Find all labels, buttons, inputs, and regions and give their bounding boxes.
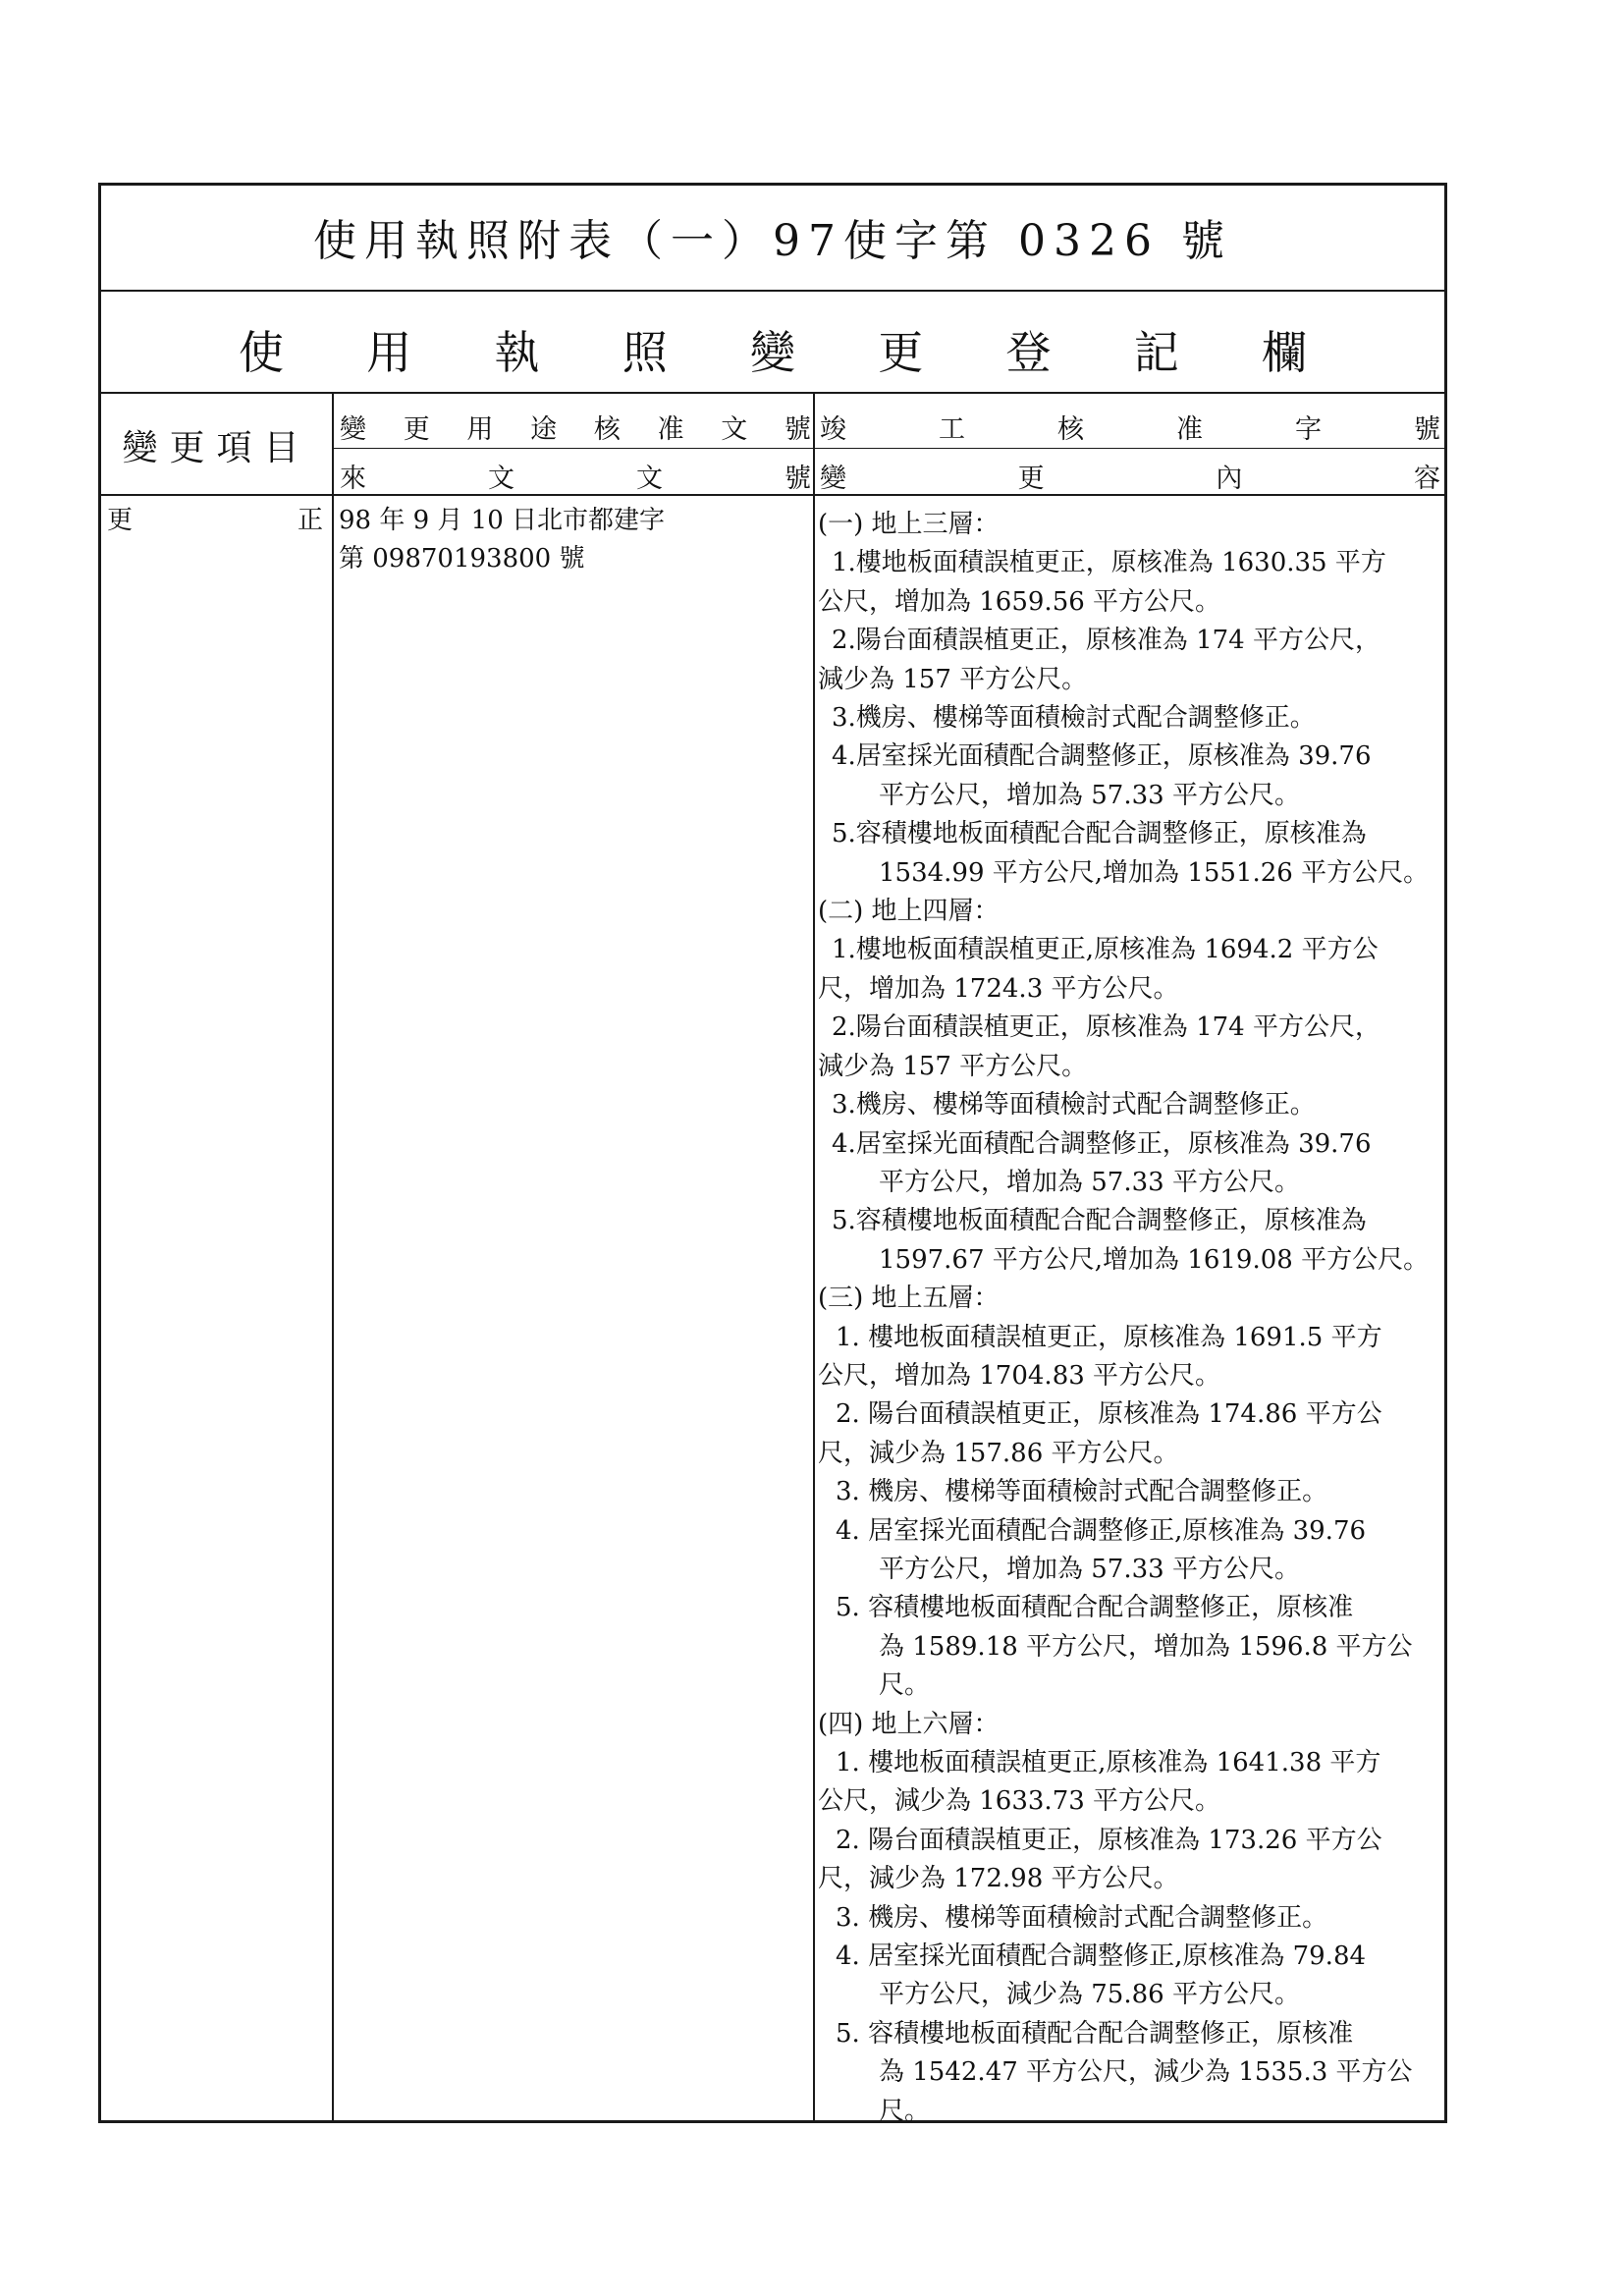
content-line: 2.陽台面積誤植更正，原核准為 174 平方公尺， <box>832 626 1380 656</box>
content-line: (二) 地上四層： <box>818 897 1000 927</box>
header-char: 號 <box>784 464 811 494</box>
content-line: 減少為 157 平方公尺。 <box>818 664 1088 694</box>
header-approval-number <box>340 408 811 446</box>
section-heading <box>101 317 1444 396</box>
content-line: (一) 地上三層： <box>818 510 1000 539</box>
header-char: 准 <box>657 414 684 445</box>
content-line: 3. 機房、樓梯等面積檢討式配合調整修正。 <box>836 1902 1328 1933</box>
header-completion-number <box>820 408 1440 446</box>
divider-header-mid <box>332 448 1444 449</box>
content-line: 3. 機房、樓梯等面積檢討式配合調整修正。 <box>836 1477 1328 1507</box>
heading-char: 照 <box>622 326 668 379</box>
divider-header <box>101 494 1444 496</box>
content-line: 5. 容積樓地板面積配合配合調整修正，原核准 <box>836 1593 1354 1623</box>
content-line: 2.陽台面積誤植更正，原核准為 174 平方公尺， <box>832 1012 1380 1043</box>
header-char: 號 <box>1414 414 1440 445</box>
content-line: 3.機房、樓梯等面積檢討式配合調整修正。 <box>832 703 1316 734</box>
header-char: 核 <box>1057 414 1084 445</box>
header-char: 號 <box>784 414 811 445</box>
content-line: 平方公尺，增加為 57.33 平方公尺。 <box>879 1167 1300 1197</box>
content-line: (三) 地上五層： <box>818 1284 1000 1314</box>
content-line: 4.居室採光面積配合調整修正，原核准為 39.76 <box>832 741 1372 772</box>
content-line: 尺。 <box>879 2096 931 2126</box>
header-char: 變 <box>820 464 846 494</box>
heading-char: 登 <box>1005 326 1052 379</box>
content-line: 5.容積樓地板面積配合配合調整修正，原核准為 <box>832 1206 1367 1236</box>
content-line: 5. 容積樓地板面積配合配合調整修正，原核准 <box>836 2018 1354 2049</box>
content-line: 1. 樓地板面積誤植更正,原核准為 1641.38 平方 <box>836 1748 1381 1777</box>
header-char: 竣 <box>820 414 846 445</box>
header-char: 更 <box>1017 464 1045 494</box>
header-char: 核 <box>593 414 621 445</box>
content-line: 平方公尺，增加為 57.33 平方公尺。 <box>879 780 1300 810</box>
incoming-number-value <box>339 502 810 578</box>
change-content-value <box>818 506 1444 2131</box>
content-line: 2. 陽台面積誤植更正，原核准為 173.26 平方公 <box>836 1825 1382 1855</box>
content-line: 1.樓地板面積誤植更正，原核准為 1630.35 平方 <box>832 548 1386 578</box>
content-line: 平方公尺，減少為 75.86 平方公尺。 <box>879 1980 1300 2010</box>
content-line: 平方公尺，增加為 57.33 平方公尺。 <box>879 1554 1300 1584</box>
header-incoming-number <box>340 457 811 495</box>
column-divider-2 <box>813 392 815 2120</box>
header-char: 內 <box>1216 464 1243 494</box>
header-char: 文 <box>721 414 748 445</box>
heading-char: 變 <box>750 326 795 379</box>
content-line: 公尺，增加為 1704.83 平方公尺。 <box>818 1360 1221 1391</box>
content-line: 2. 陽台面積誤植更正，原核准為 174.86 平方公 <box>836 1399 1382 1430</box>
divider-title <box>101 290 1444 292</box>
incoming-line: 第 09870193800 號 <box>339 544 585 574</box>
heading-char: 更 <box>878 326 924 379</box>
header-char: 用 <box>466 414 494 445</box>
document-title: 使用執照附表（一）97使字第 0326 號 <box>313 216 1232 266</box>
divider-heading <box>101 392 1444 394</box>
heading-char: 記 <box>1133 326 1179 379</box>
heading-char: 使 <box>239 326 284 379</box>
column-divider-1 <box>332 392 334 2120</box>
content-line: 為 1589.18 平方公尺，增加為 1596.8 平方公 <box>879 1631 1413 1662</box>
content-line: (四) 地上六層： <box>818 1709 1000 1739</box>
content-line: 減少為 157 平方公尺。 <box>818 1051 1088 1081</box>
header-char: 容 <box>1413 464 1440 494</box>
header-change-content <box>820 457 1440 495</box>
item-char: 正 <box>297 506 323 535</box>
content-line: 尺，減少為 157.86 平方公尺。 <box>818 1438 1179 1468</box>
content-line: 3.機房、樓梯等面積檢討式配合調整修正。 <box>832 1090 1316 1121</box>
item-char: 更 <box>107 506 134 535</box>
header-char: 更 <box>403 414 430 445</box>
content-line: 4.居室採光面積配合調整修正，原核准為 39.76 <box>832 1128 1372 1159</box>
content-line: 尺，增加為 1724.3 平方公尺。 <box>818 973 1179 1004</box>
heading-char: 用 <box>366 326 412 379</box>
content-line: 尺。 <box>879 1670 931 1701</box>
content-line: 尺，減少為 172.98 平方公尺。 <box>818 1864 1179 1894</box>
header-char: 變 <box>340 414 366 445</box>
incoming-line: 98 年 9 月 10 日北市都建字 <box>339 506 666 535</box>
content-line: 1597.67 平方公尺,增加為 1619.08 平方公尺。 <box>879 1244 1430 1275</box>
header-char: 來 <box>340 464 366 494</box>
header-char: 文 <box>636 464 663 494</box>
content-line: 為 1542.47 平方公尺，減少為 1535.3 平方公 <box>879 2057 1413 2088</box>
content-line: 1534.99 平方公尺,增加為 1551.26 平方公尺。 <box>879 857 1430 888</box>
content-line: 1. 樓地板面積誤植更正，原核准為 1691.5 平方 <box>836 1322 1382 1352</box>
header-change-item: 變更項目 <box>122 427 311 468</box>
content-line: 4. 居室採光面積配合調整修正,原核准為 79.84 <box>836 1941 1367 1972</box>
header-char: 途 <box>530 414 558 445</box>
change-item-value <box>107 502 323 540</box>
header-char: 字 <box>1295 414 1322 445</box>
content-line: 公尺，增加為 1659.56 平方公尺。 <box>818 586 1221 617</box>
content-line: 4. 居室採光面積配合調整修正,原核准為 39.76 <box>836 1515 1367 1546</box>
header-char: 文 <box>488 464 514 494</box>
content-line: 1.樓地板面積誤植更正,原核准為 1694.2 平方公 <box>832 935 1379 965</box>
license-table <box>98 183 1447 2126</box>
header-char: 工 <box>939 414 965 445</box>
content-line: 公尺，減少為 1633.73 平方公尺。 <box>818 1786 1221 1817</box>
heading-char: 欄 <box>1262 326 1307 379</box>
content-line: 5.容積樓地板面積配合配合調整修正，原核准為 <box>832 819 1367 849</box>
header-char: 准 <box>1176 414 1203 445</box>
heading-char: 執 <box>494 326 540 379</box>
